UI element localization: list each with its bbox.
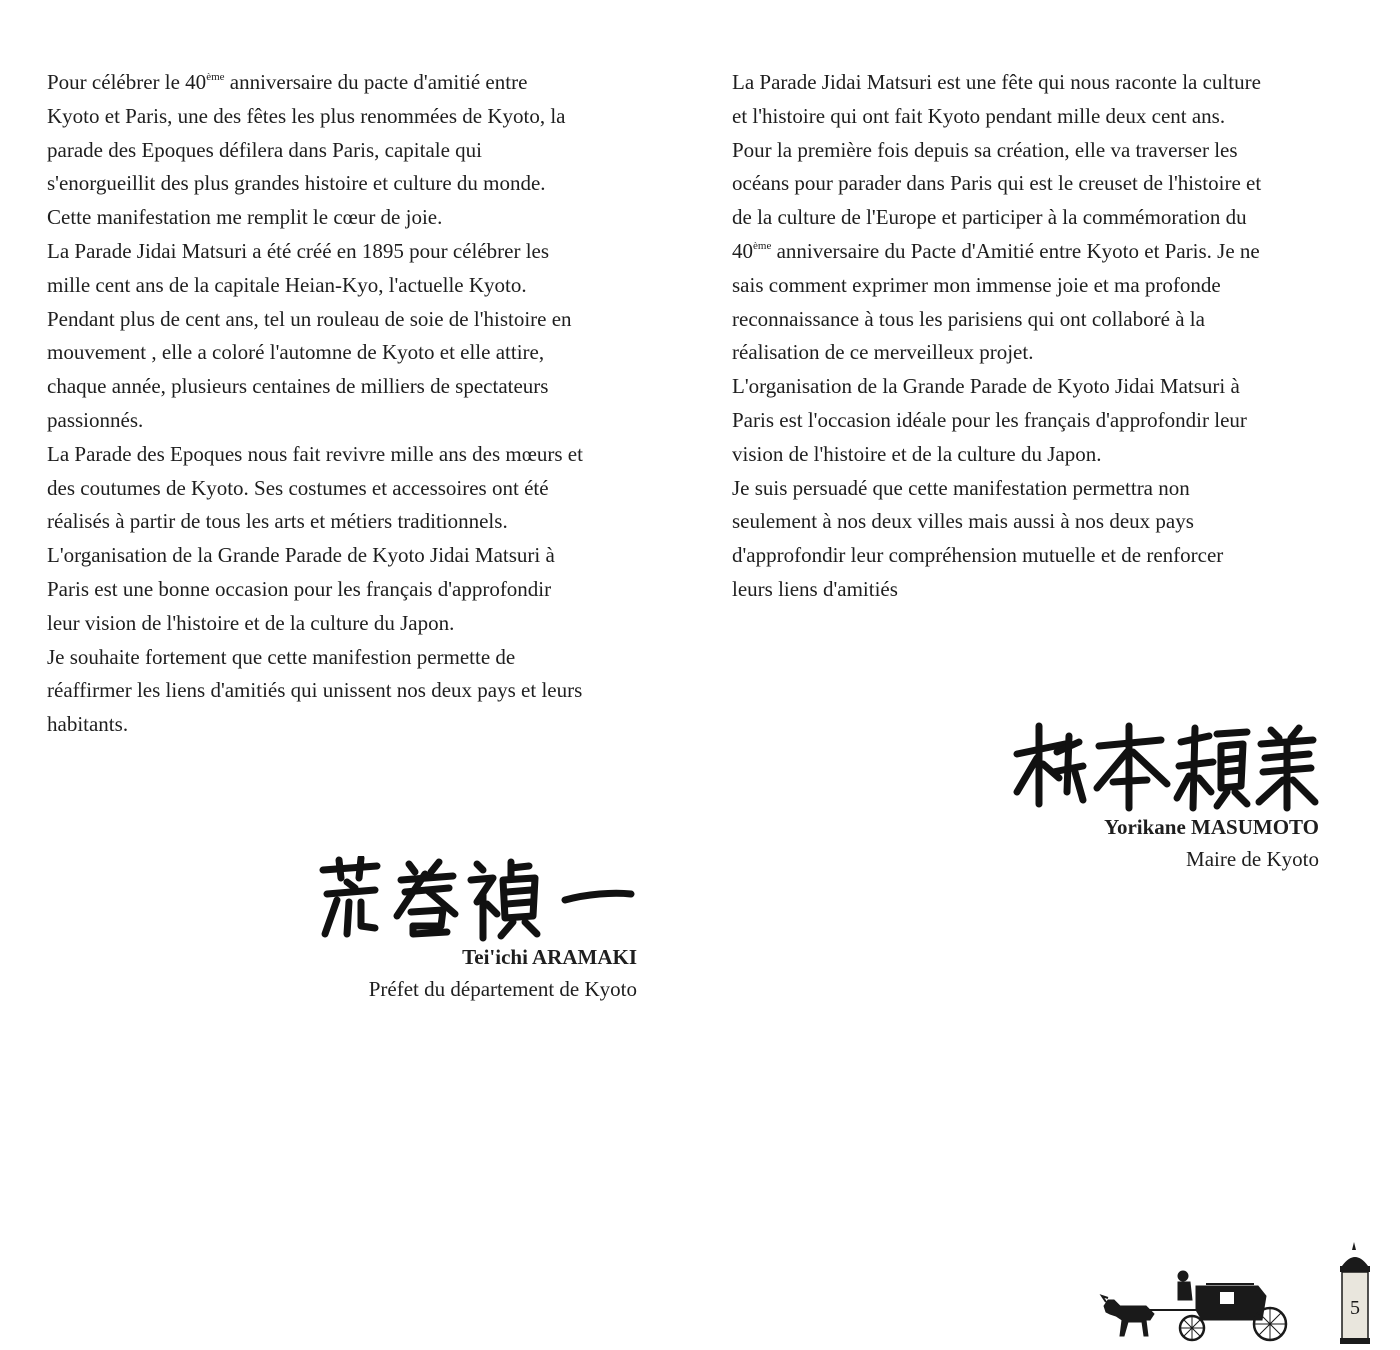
text-line: réalisés à partir de tous les arts et métiers traditionnels. (47, 509, 508, 534)
paragraph (732, 370, 1357, 471)
text-line: La Parade Jidai Matsuri est une fête qui nous raconte la culture (732, 70, 1261, 94)
text-line: Pendant plus de cent ans, tel un rouleau de soie de l'histoire en (47, 306, 572, 331)
letter-prefet (47, 66, 677, 742)
text-run: 40 (732, 238, 753, 263)
prefet-signature-block (277, 856, 637, 1006)
prefet-name: Tei'ichi ARAMAKI (462, 945, 637, 969)
paragraph (47, 641, 677, 742)
ordinal-superscript: ème (206, 71, 225, 83)
text-line: La Parade Jidai Matsuri a été créé en 1895 pour célébrer les (47, 238, 550, 263)
mayor-role: Maire de Kyoto (1186, 847, 1319, 871)
text-run: anniversaire du pacte d'amitié entre (224, 70, 528, 94)
text-run: Pour célébrer le 40 (47, 70, 207, 94)
text-line: Pour la première fois depuis sa création, elle va traverser les (732, 137, 1238, 162)
text-line: des coutumes de Kyoto. Ses costumes et accessoires ont été (47, 475, 549, 500)
text-line: Je suis persuadé que cette manifestation permettra non (732, 475, 1190, 500)
text-line: La Parade des Epoques nous fait revivre mille ans des mœurs et (47, 441, 583, 466)
letter-mayor (732, 66, 1357, 607)
text-line (732, 235, 1357, 269)
text-line: mouvement , elle a coloré l'automne de Kyoto et elle attire, (47, 340, 545, 365)
mayor-signature-block (979, 722, 1319, 876)
text-line: océans pour parader dans Paris qui est le creuset de l'histoire et (732, 171, 1262, 196)
text-line: Paris est l'occasion idéale pour les français d'approfondir leur (732, 407, 1247, 432)
text-line: Je souhaite fortement que cette manifestion permette de (47, 644, 516, 669)
text-line: seulement à nos deux villes mais aussi à nos deux pays (732, 509, 1194, 534)
text-line: Kyoto et Paris, une des fêtes les plus renommées de Kyoto, la (47, 103, 566, 128)
ordinal-superscript: ème (753, 239, 772, 252)
text-line: habitants. (47, 712, 129, 737)
text-line (47, 66, 677, 100)
paragraph (47, 66, 677, 235)
paragraph (47, 539, 677, 640)
text-line: sais comment exprimer mon immense joie et ma profonde (732, 272, 1221, 297)
text-line: de la culture de l'Europe et participer à la commémoration du (732, 205, 1247, 230)
text-line: parade des Epoques défilera dans Paris, capitale qui (47, 137, 483, 162)
text-line: Paris est une bonne occasion pour les français d'approfondir (47, 576, 552, 601)
horse-carriage-icon (1098, 1240, 1378, 1345)
text-line: s'enorgueillit des plus grandes histoire et culture du monde. (47, 171, 546, 196)
morris-column-icon (1340, 1242, 1370, 1344)
paragraph (732, 66, 1357, 370)
paragraph (732, 472, 1357, 607)
text-line: leurs liens d'amitiés (732, 576, 898, 601)
paragraph (47, 235, 677, 438)
page-number: 5 (1350, 1297, 1360, 1319)
text-line: vision de l'histoire et de la culture du Japon. (732, 441, 1102, 466)
paragraph (47, 438, 677, 539)
footer-illustration (1098, 1240, 1378, 1345)
text-line: et l'histoire qui ont fait Kyoto pendant mille deux cent ans. (732, 103, 1226, 128)
text-line: d'approfondir leur compréhension mutuelle et de renforcer (732, 543, 1224, 568)
text-line: reconnaissance à tous les parisiens qui ont collaboré à la (732, 306, 1205, 331)
text-line: Cette manifestation me remplit le cœur de joie. (47, 205, 443, 230)
text-line: L'organisation de la Grande Parade de Kyoto Jidai Matsuri à (47, 543, 555, 568)
mayor-calligraphy-signature (979, 722, 1319, 812)
text-line: réalisation de ce merveilleux projet. (732, 340, 1034, 365)
prefet-role: Préfet du département de Kyoto (368, 977, 637, 1001)
prefet-calligraphy-signature (277, 856, 637, 942)
text-line: réaffirmer les liens d'amitiés qui unissent nos deux pays et leurs (47, 678, 583, 703)
text-line: chaque année, plusieurs centaines de milliers de spectateurs (47, 374, 549, 399)
text-line: mille cent ans de la capitale Heian-Kyo, l'actuelle Kyoto. (47, 272, 527, 297)
text-run: anniversaire du Pacte d'Amitié entre Kyoto et Paris. Je ne (771, 238, 1260, 263)
mayor-name: Yorikane MASUMOTO (1104, 815, 1319, 839)
text-line: L'organisation de la Grande Parade de Kyoto Jidai Matsuri à (732, 374, 1240, 399)
text-line: passionnés. (47, 407, 144, 432)
text-line: leur vision de l'histoire et de la culture du Japon. (47, 610, 455, 635)
